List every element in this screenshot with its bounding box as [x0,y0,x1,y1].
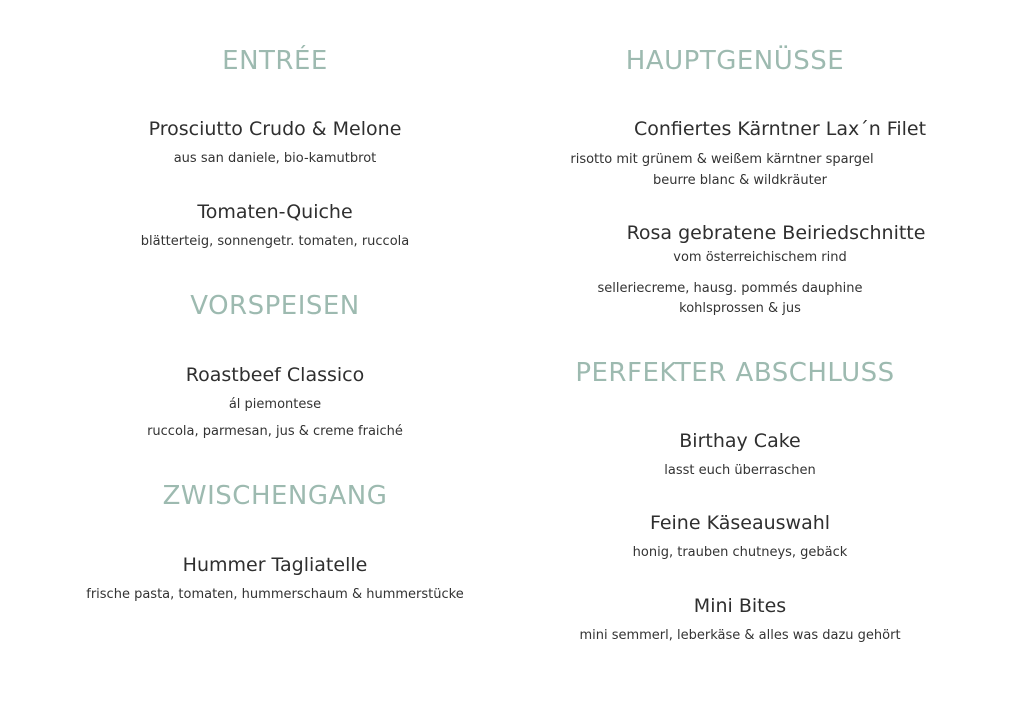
dish-name: Confiertes Kärntner Lax´n Filet [633,118,927,140]
dish-description: ál piemontese [228,397,322,412]
dish-description: selleriecreme, hausg. pommés dauphine [597,281,863,296]
section-title-vorspeisen: VORSPEISEN [190,291,360,321]
dish-description: aus san daniele, bio-kamutbrot [173,151,377,166]
right-column [560,0,927,724]
dish-description: kohlsprossen & jus [679,301,801,316]
section-title-entree: ENTRÉE [222,46,328,76]
dish-description: blätterteig, sonnengetr. tomaten, ruccola [140,234,410,249]
dish-name: Feine Käseauswahl [649,512,831,534]
dish-description: risotto mit grünem & weißem kärntner spargel [570,152,874,167]
dish-description: vom österreichischem rind [673,250,847,265]
dish-name: Birthay Cake [679,430,801,452]
section-title-hauptgenuesse: HAUPTGENÜSSE [625,46,845,76]
dish-description: honig, trauben chutneys, gebäck [632,545,848,560]
section-title-abschluss: PERFEKTER ABSCHLUSS [575,358,895,388]
section-title-zwischengang: ZWISCHENGANG [162,481,388,511]
dish-description: mini semmerl, leberkäse & alles was dazu gehört [579,628,901,643]
dish-name: Roastbeef Classico [185,364,365,386]
dish-name: Prosciutto Crudo & Melone [148,118,402,140]
dish-name: Mini Bites [693,595,787,617]
dish-name: Rosa gebratene Beiriedschnitte [626,222,926,244]
dish-description: frische pasta, tomaten, hummerschaum & hummerstücke [86,587,464,602]
left-column [70,0,480,724]
dish-name: Hummer Tagliatelle [182,554,368,576]
dish-description: beurre blanc & wildkräuter [652,173,828,188]
dish-description: ruccola, parmesan, jus & creme fraiché [147,424,403,439]
dish-description: lasst euch überraschen [664,463,816,478]
dish-name: Tomaten-Quiche [197,201,353,223]
